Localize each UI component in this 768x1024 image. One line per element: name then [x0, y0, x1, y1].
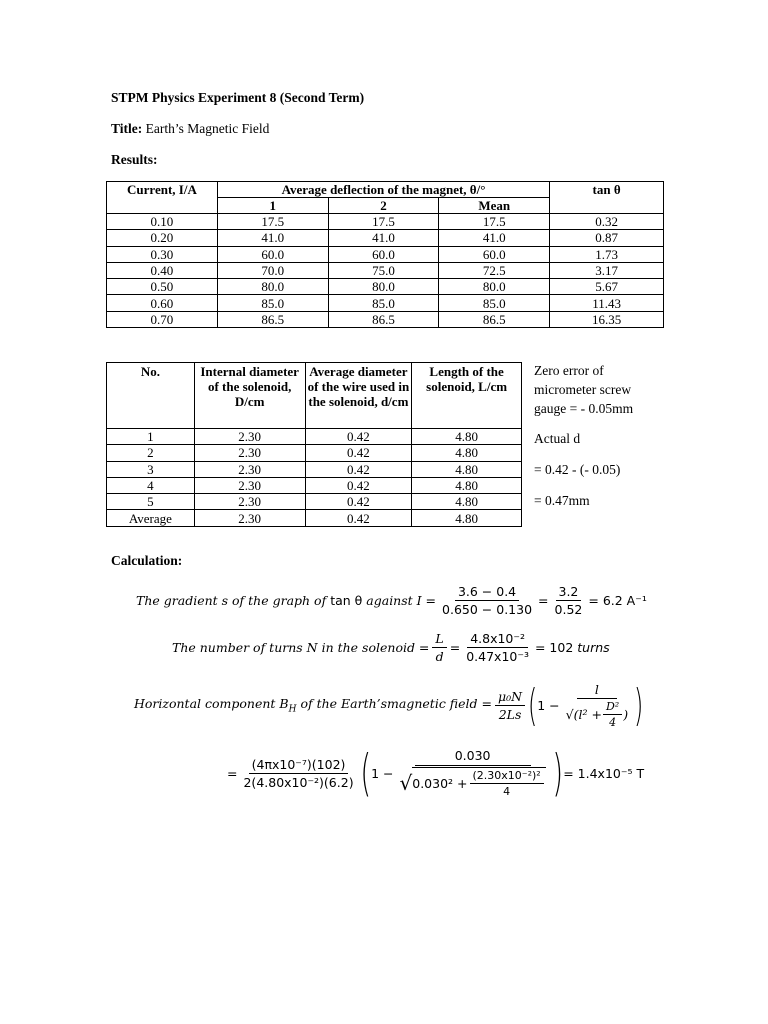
turns-fraction-1: [432, 631, 446, 664]
header-trial-2: 2: [328, 198, 439, 214]
header-no: No.: [107, 363, 195, 429]
bh-inner-den: √(l² + $\frac{\text{D²}}{4}$ ): [565, 700, 629, 729]
table-cell: 85.0: [217, 295, 328, 311]
bh-text: Horizontal component $B_H$ of the Earth’smagnetic field =: [134, 696, 492, 715]
table-row: [107, 510, 522, 526]
table-row: [107, 494, 522, 510]
table-cell: 4.80: [412, 461, 522, 477]
title-value: Earth’s Magnetic Field: [145, 121, 270, 136]
results-label: Results:: [111, 152, 158, 167]
table-row: [107, 279, 664, 295]
turns-equation: The number of turns N in the solenoid = $\frac{L}{d}$ = $\frac{\text{4.8x10⁻²}}{\text{0.47x10⁻³}}$ = 102 turns: [172, 631, 610, 664]
document-heading: STPM Physics Experiment 8 (Second Term): [111, 90, 365, 105]
calculation-label: Calculation:: [111, 553, 183, 568]
table-cell: 86.5: [439, 311, 550, 327]
gradient-fraction-2: [552, 584, 586, 617]
table-cell: 17.5: [328, 214, 439, 230]
table-cell: 0.40: [107, 262, 218, 278]
header-mean: Mean: [439, 198, 550, 214]
gradient-num-1: 3.6 − 0.4: [455, 584, 519, 601]
gradient-result: = 6.2 A⁻¹: [588, 593, 647, 608]
final-inner-fraction: [397, 748, 549, 798]
table-cell: 1: [107, 429, 195, 445]
table-cell: 4.80: [412, 510, 522, 526]
gradient-den-1: 0.650 − 0.130: [442, 602, 533, 617]
actual-d-result: = 0.47mm: [534, 493, 590, 508]
final-result: = 1.4x10⁻⁵ T: [563, 765, 645, 781]
solenoid-table: [106, 362, 522, 527]
deflection-table: [106, 181, 664, 328]
table-cell: 3.17: [550, 262, 664, 278]
gradient-num-2: 3.2: [556, 584, 582, 601]
header-tan: tan θ: [550, 182, 664, 214]
table-cell: 0.10: [107, 214, 218, 230]
table-cell: 2.30: [194, 445, 305, 461]
turns-text: The number of turns N in the solenoid =: [172, 640, 430, 655]
header-internal-diameter: Internal diameter of the solenoid, D/cm: [194, 363, 305, 429]
final-inner-den: √ 0.030² + $\frac{\text{(2.30x10⁻²)²}}{4}$: [397, 766, 549, 798]
table-row: [107, 311, 664, 327]
table-cell: 16.35: [550, 311, 664, 327]
final-equation: = $\frac{\text{(4πx10⁻⁷)(102)}}{\text{2(4.80x10⁻²)(6.2)}}$ ( 1 − 0.030 √ 0.030² + $\frac{\text{(2.30x10⁻²)²}}{4}$ ) = 1.4x10⁻⁵ T: [227, 744, 645, 802]
final-den: 2(4.80x10⁻²)(6.2): [243, 774, 354, 790]
title-line: [111, 121, 269, 137]
table-cell: 70.0: [217, 262, 328, 278]
turns-fraction-2: [463, 631, 532, 664]
table-row: [107, 214, 664, 230]
table-cell: 80.0: [217, 279, 328, 295]
title-label: Title:: [111, 121, 143, 136]
gradient-against: against I =: [366, 593, 437, 608]
table-cell: 0.30: [107, 246, 218, 262]
table-cell: 2.30: [194, 510, 305, 526]
gradient-fraction-1: [439, 584, 535, 617]
table-cell: 2: [107, 445, 195, 461]
turns-num-2: 4.8x10⁻²: [467, 631, 528, 648]
table-cell: 72.5: [439, 262, 550, 278]
actual-d-calc: = 0.42 - (- 0.05): [534, 462, 621, 477]
table-row: [107, 461, 522, 477]
table-cell: 4.80: [412, 494, 522, 510]
gradient-text: The gradient s of the graph of: [136, 593, 327, 608]
table-cell: 85.0: [439, 295, 550, 311]
table-cell: 4.80: [412, 477, 522, 493]
table-cell: 80.0: [439, 279, 550, 295]
table-cell: 85.0: [328, 295, 439, 311]
table-row: [107, 445, 522, 461]
table-cell: 4: [107, 477, 195, 493]
header-trial-1: 1: [217, 198, 328, 214]
turns-den-2: 0.47x10⁻³: [466, 649, 529, 664]
table-cell: 41.0: [217, 230, 328, 246]
table-cell: 60.0: [439, 246, 550, 262]
table-cell: 2.30: [194, 429, 305, 445]
table-cell: 0.42: [305, 429, 412, 445]
header-current: Current, I/A: [107, 182, 218, 214]
table-cell: 60.0: [217, 246, 328, 262]
table-cell: 0.42: [305, 461, 412, 477]
table-cell: 1.73: [550, 246, 664, 262]
table-cell: 4.80: [412, 445, 522, 461]
turns-result: 102 turns: [549, 640, 610, 655]
table-cell: 41.0: [439, 230, 550, 246]
table-cell: 86.5: [217, 311, 328, 327]
table-row: [107, 230, 664, 246]
table-cell: 0.60: [107, 295, 218, 311]
gradient-den-2: 0.52: [554, 602, 583, 617]
header-length: Length of the solenoid, L/cm: [412, 363, 522, 429]
table-cell: 11.43: [550, 295, 664, 311]
table-cell: 0.42: [305, 494, 412, 510]
table-cell: 2.30: [194, 477, 305, 493]
table-cell: 0.42: [305, 477, 412, 493]
table-row: [107, 477, 522, 493]
final-num: (4πx10⁻⁷)(102): [249, 757, 349, 774]
bh-inner-fraction: [563, 682, 631, 729]
table-cell: 0.20: [107, 230, 218, 246]
bh-num: μ₀N: [495, 689, 525, 706]
bh-equation: Horizontal component $B_H$ of the Earth’smagnetic field = $\frac{\text{μ₀N}}{2Ls}$ ( 1 − l √(l² + $\frac{\text{D²}}{4}$ ) ): [134, 680, 644, 731]
table-cell: 0.42: [305, 510, 412, 526]
table-cell: 3: [107, 461, 195, 477]
table-cell: 4.80: [412, 429, 522, 445]
table-row: [107, 262, 664, 278]
actual-d-label: Actual d: [534, 431, 581, 446]
header-wire-diameter: Average diameter of the wire used in the solenoid, d/cm: [305, 363, 412, 429]
final-fraction: [240, 757, 356, 790]
bh-den: 2Ls: [498, 707, 522, 722]
turns-result-eq: =: [534, 640, 550, 655]
header-deflection: Average deflection of the magnet, θ/°: [217, 182, 549, 198]
turns-num-1: L: [432, 631, 446, 648]
table-cell: 0.42: [305, 445, 412, 461]
bh-inner-num: l: [577, 682, 617, 699]
bh-fraction: [495, 689, 525, 722]
table-cell: 17.5: [439, 214, 550, 230]
table-cell: 2.30: [194, 494, 305, 510]
table-cell: 86.5: [328, 311, 439, 327]
table-cell: 0.87: [550, 230, 664, 246]
table-cell: 5: [107, 494, 195, 510]
gradient-tan: tan θ: [330, 593, 363, 608]
table-cell: 75.0: [328, 262, 439, 278]
table-cell: 0.32: [550, 214, 664, 230]
zero-error-note: Zero error of micrometer screw gauge = - 0.05mm: [534, 363, 634, 416]
turns-den-1: d: [435, 649, 444, 664]
gradient-equation: The gradient s of the graph of tan θ against I = $\frac{3.6 - 0.4}{0.650 - 0.130}$ = $\frac{3.2}{0.52}$ = 6.2 A⁻¹: [136, 584, 647, 617]
table-cell: 2.30: [194, 461, 305, 477]
final-inner-num: 0.030: [415, 748, 531, 766]
table-cell: 5.67: [550, 279, 664, 295]
table-row: [107, 429, 522, 445]
table-cell: 41.0: [328, 230, 439, 246]
table-cell: 80.0: [328, 279, 439, 295]
table-row: [107, 295, 664, 311]
table-cell: 17.5: [217, 214, 328, 230]
table-cell: 0.70: [107, 311, 218, 327]
table-cell: 0.50: [107, 279, 218, 295]
table-cell: 60.0: [328, 246, 439, 262]
table-cell: Average: [107, 510, 195, 526]
table-row: [107, 246, 664, 262]
